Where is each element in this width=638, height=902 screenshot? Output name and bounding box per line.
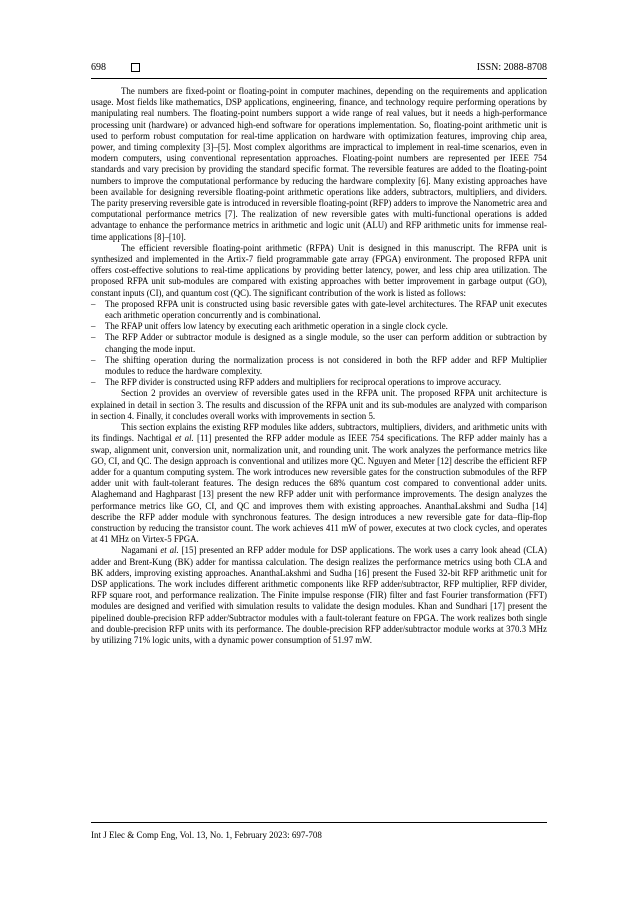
paragraph-related-work-2 — [91, 545, 547, 646]
list-item — [91, 332, 547, 354]
paragraph-rfpa-overview: The efficient reversible floating-point arithmetic (RFPA) Unit is designed in this manuscript. The RFPA unit is synthesized and implemented in the Artix-7 field programmable gate array (FPGA) environment. The proposed RFPA unit offers cost-effective solutions to real-time applications by providing better latency, power, and less chip area utilization. The proposed RFPA unit sub-modules are compared with existing approaches with better improvement in garbage output (GO), constant inputs (CI), and quantum cost (QC). The significant contribution of the work is listed as follows: — [91, 242, 547, 298]
dash-bullet: – — [91, 298, 96, 309]
dash-bullet: – — [91, 321, 96, 332]
article-body — [91, 86, 547, 646]
list-item-text: The proposed RFPA unit is constructed using basic reversible gates with gate-level architectures. The RFAP unit executes each arithmetic operation concurrently and is combinational. — [105, 298, 547, 321]
list-item-text: The RFP Adder or subtractor module is designed as a single module, so the user can perform addition or subtraction by changing the mode input. — [105, 332, 547, 354]
list-item — [91, 321, 547, 332]
paragraph-section-overview: Section 2 provides an overview of reversible gates used in the RFPA unit. The proposed RFPA unit architecture is explained in detail in section 3. The results and discussion of the RFPA unit and its sub-modules are analyzed with comparison in section 4. Finally, it concludes overall works with improvements in section 5. — [91, 388, 547, 421]
list-item-text: The RFP divider is constructed using RFP adders and multipliers for reciprocal operations to improve accuracy. — [105, 377, 502, 388]
list-item-text: The shifting operation during the normalization process is not considered in both the RFP adder and RFP Multiplier modules to reduce the hardware complexity. — [105, 354, 547, 377]
list-item — [91, 355, 547, 377]
square-box-icon — [131, 63, 140, 72]
paragraph-floating-point-intro: The numbers are fixed-point or floating-point in computer machines, depending on the requirements and application usage. Most fields like mathematics, DSP applications, engineering, finance, and technology require performing operations by manipulating real numbers. The floating-point numbers support a wide range of real values, but it needs a high-performance processing unit (hardware) or advanced high-end software for operations implementation. So, floating-point arithmetic unit is used to perform robust computation for real-time application on hardware with optimization features, improving chip area, power, and timing complexity [3]–[5]. Most complex algorithms are impractical to implement in real-time scenarios, even in modern computers, using conventional representation approaches. Floating-point numbers are represented per IEEE 754 standards and vary precision by providing the standard specific format. The reversible features are added to the floating-point numbers to improve the computational performance by reducing the hardware complexity [6]. Many existing approaches have been available for designing reversible floating-point arithmetic operations like adders, subtractors, multipliers, and dividers. The parity preserving reversible gate is introduced in reversible floating-point (RFP) adders to improve the Nanometric area and computational performance metrics [7]. The realization of new reversible gates with multi-functional operations is added advantage to enhance the performance metrics in arithmetic and logic unit (ALU) and RFP arithmetic units for immense real-time applications [8]–[10]. — [91, 86, 547, 242]
related-1-text-a: This section explains the existing RFP modules like adders, subtractors, multipliers, dividers, and arithmetic units with its findings. Nachtigal — [91, 422, 547, 444]
issn-label: ISSN: 2088-8708 — [476, 62, 547, 73]
related-1-text-b: [11] presented the RFP adder module as IEEE 754 specifications. The RFP adder mainly has a swap, alignment unit, conversion unit, normalization unit, and rounding unit. The work analyzes the performance metrics like GO, CI, and QC. The design approach is conventional and utilizes more QC. Nguyen and Meter [12] describe the efficient RFP adder for a quantum computing system. The work introduces new reversible gates for the construction submodules of the RFP adder unit with fault-tolerant features. The design reduces the 68% quantum cost compared to conventional adder units. Alaghemand and Haghparast [13] present the new RFP adder unit with performance improvements. The design analyzes the performance metrics like GO, CI, and QC and improves them with existing approaches. AnanthaLakshmi and Sudha [14] describe the RFP adder module with synchronous features. The design introduces a new reversible gate for data–flip-flop construction by reducing the transistor count. The work achieves 411 mW of power, executes at two clock cycles, and operates at 41 MHz on Virtex-5 FPGA. — [91, 433, 547, 545]
footer-citation: Int J Elec & Comp Eng, Vol. 13, No. 1, February 2023: 697-708 — [91, 830, 322, 840]
dash-bullet: – — [91, 332, 96, 343]
list-item — [91, 299, 547, 321]
paragraph-related-work-1 — [91, 422, 547, 545]
list-item-text: The RFAP unit offers low latency by executing each arithmetic operation in a single clock cycle. — [105, 321, 448, 332]
page-number: 698 — [91, 62, 106, 73]
related-2-etal: et al. — [160, 545, 179, 556]
header-rule — [91, 78, 547, 79]
related-1-etal: et al. — [174, 433, 194, 444]
running-header — [91, 62, 547, 76]
list-item — [91, 377, 547, 388]
dash-bullet: – — [91, 354, 96, 365]
footer-rule — [91, 822, 547, 823]
related-2-text-b: [15] presented an RFP adder module for DSP applications. The work uses a carry look ahead (CLA) adder and Brent-Kung (BK) adder for mantissa calculation. The design realizes the performance metrics using both CLA and BK adders, improving existing approaches. AnanthaLakshmi and Sudha [16] present the Fused 32-bit RFP arithmetic unit for DSP applications. The work includes different arithmetic components like RFP adder/subtractor, RFP multiplier, RFP divider, RFP square root, and performance realization. The Finite impulse response (FIR) filter and fast Fourier transformation (FFT) modules are designed and verified with simulation results to validate the design modules. Khan and Sundhari [17] present the pipelined double-precision RFP adder/Subtractor modules with a fault-tolerant feature on FPGA. The work realizes both single and double-precision RFP units with its performance. The double-precision RFP adder/subtractor module works at 370.3 MHz by utilizing 71% logic units, with a dynamic power consumption of 51.97 mW. — [91, 545, 547, 645]
dash-bullet: – — [91, 377, 96, 388]
contributions-list — [91, 299, 547, 389]
related-2-text-a: Nagamani — [121, 545, 161, 556]
